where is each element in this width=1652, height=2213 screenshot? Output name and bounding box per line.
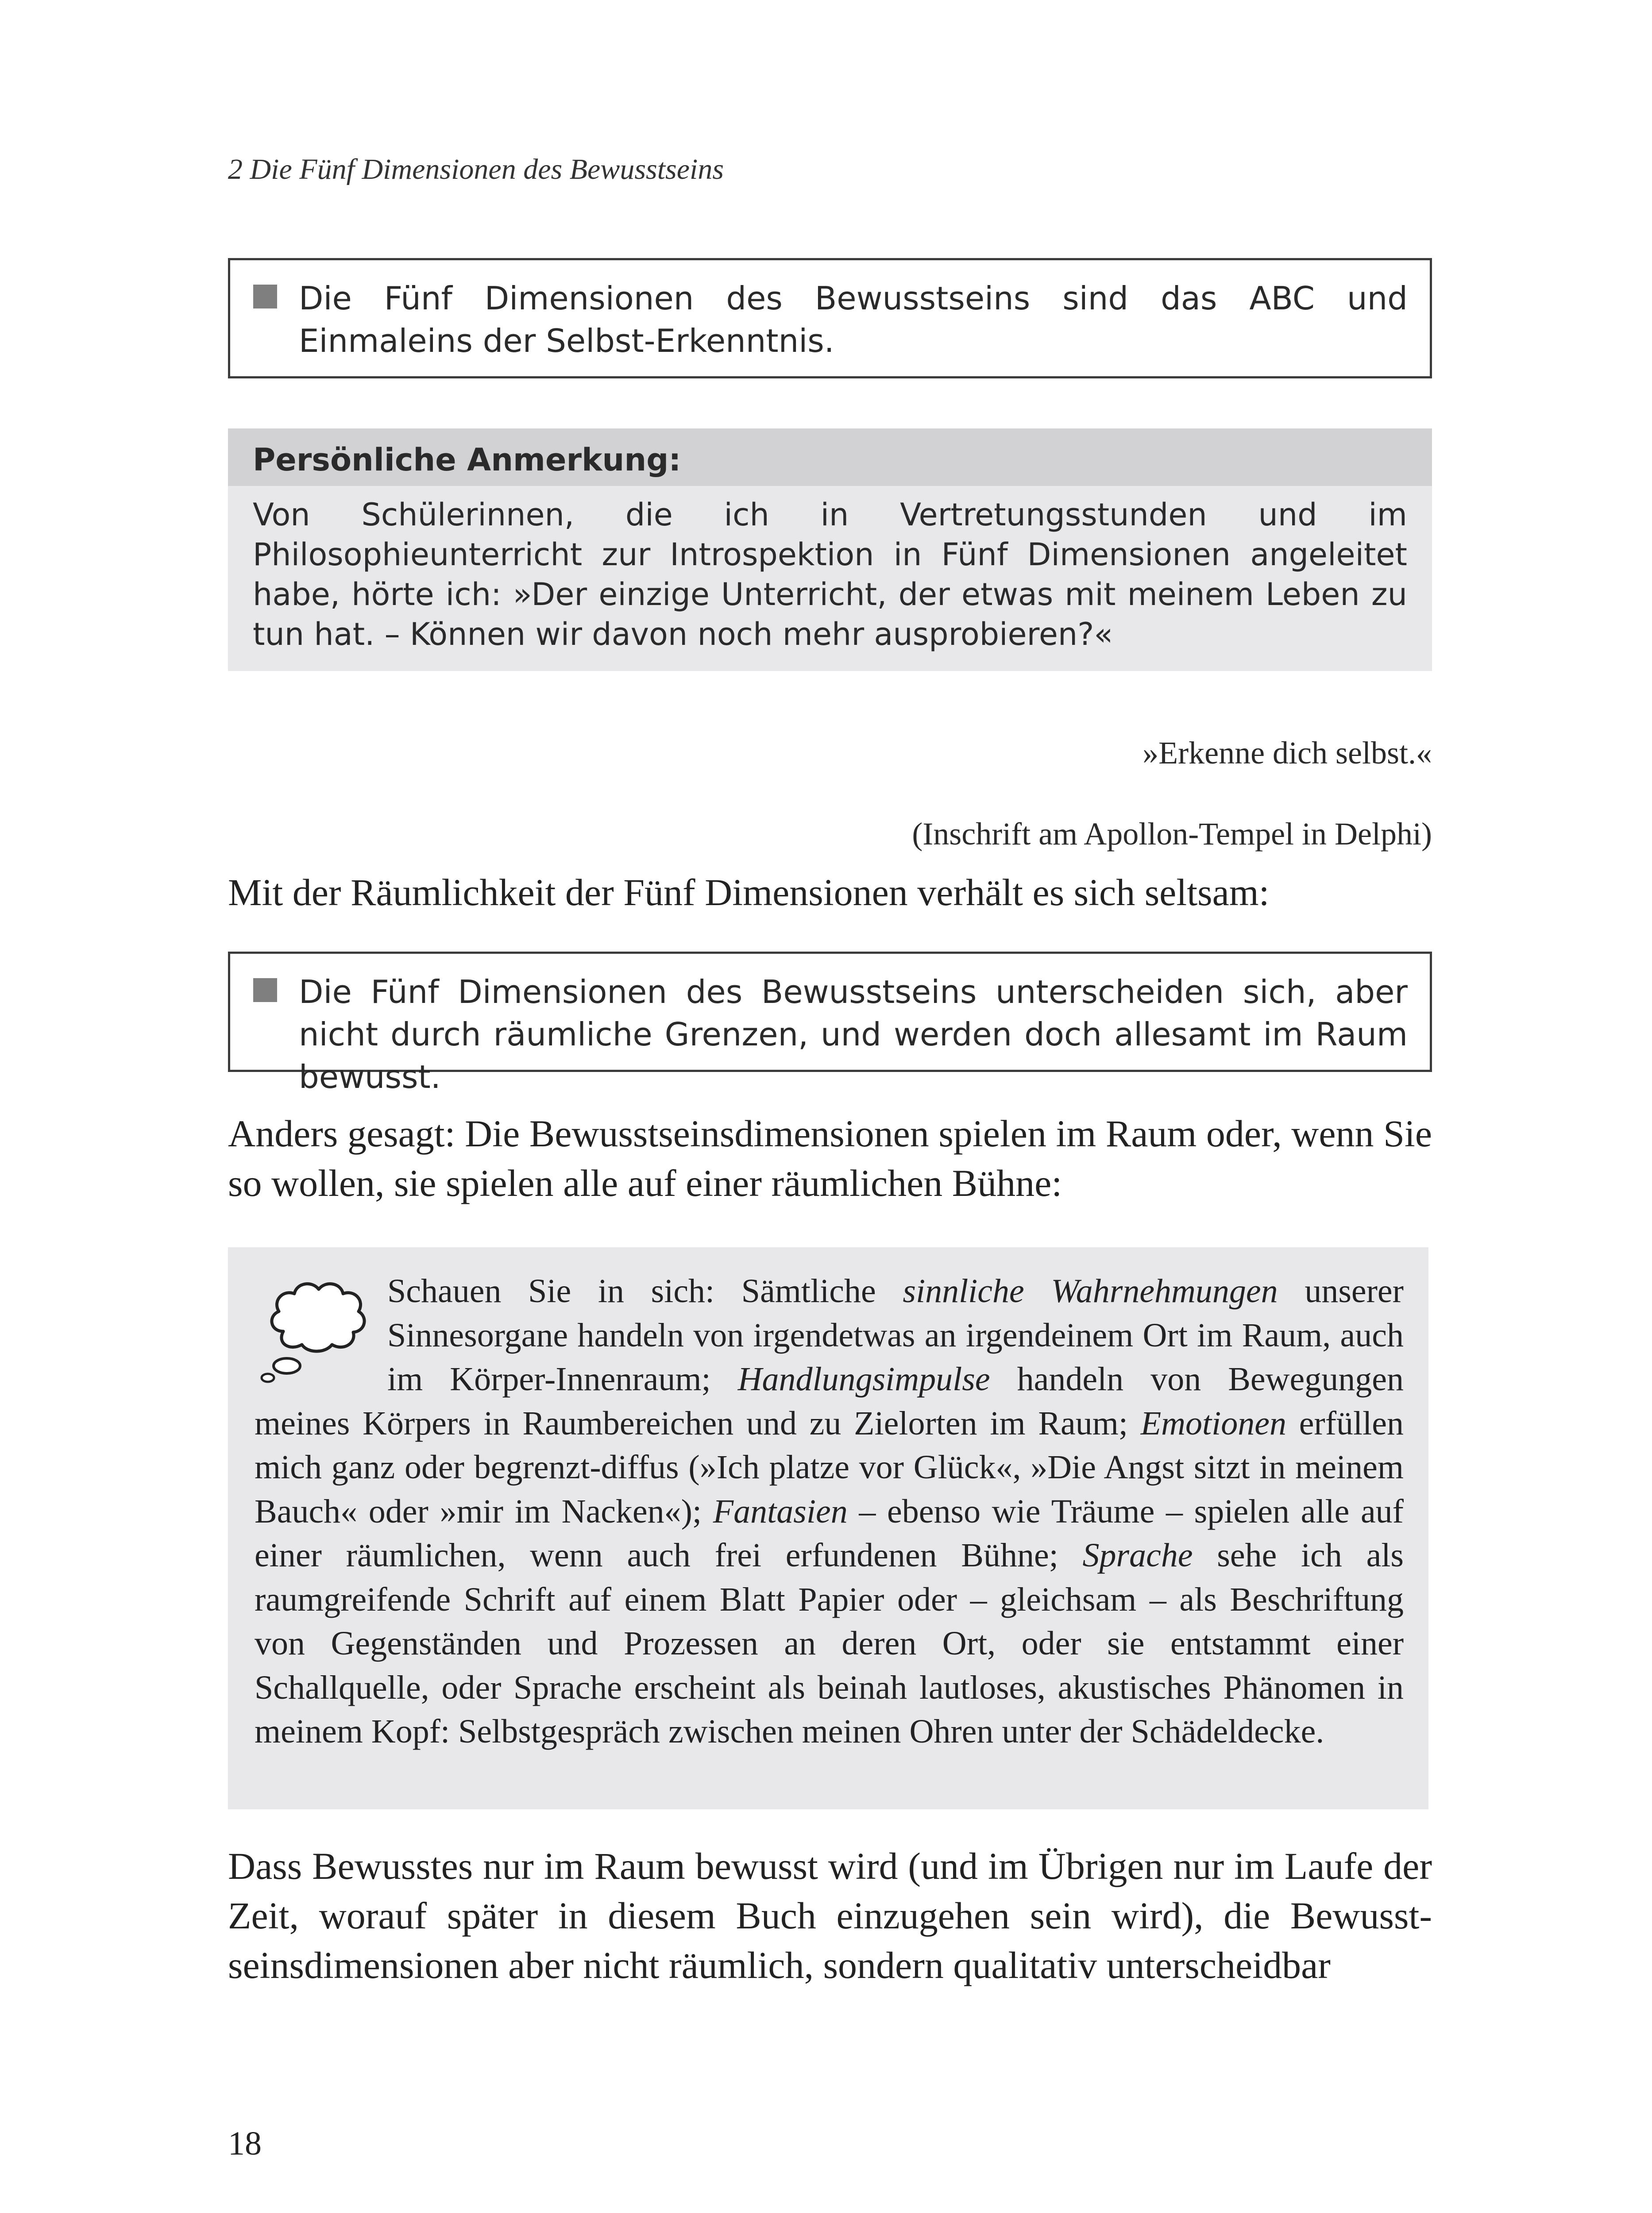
reflection-box	[228, 1247, 1428, 1809]
key-statement-text: Die Fünf Dimensionen des Bewusstseins unterscheiden sich, aber nicht durch räumliche Grenzen, und werden doch allesamt im Raum bewusst.	[299, 973, 1408, 1095]
emphasis-term: Fantasien	[713, 1492, 848, 1530]
reflection-text-run: Schauen Sie in sich: Sämtliche	[387, 1272, 903, 1310]
key-statement-box	[228, 258, 1432, 378]
reflection-text-run: handeln von Bewegungen meines Körpers in Raumbereichen und zu Zielorten im Raum;	[255, 1361, 1404, 1442]
body-paragraph: Dass Bewusstes nur im Raum bewusst wird (und im Übrigen nur im Laufe der Zeit, worauf später in diesem Buch einzugehen sein wird), die Bewusstseinsdimensionen aber nicht räumlich, sondern qualitativ unterscheidbar	[228, 1845, 1432, 1986]
reflection-text-run: erfüllen mich ganz oder begrenzt-diffus (»Ich platze vor Glück«, »Die Angst sitzt in meinem Bauch« oder »mir im Nacken«);	[255, 1404, 1404, 1530]
body-paragraph: Anders gesagt: Die Bewusstseinsdimensionen spielen im Raum oder, wenn Sie so wollen, sie spielen alle auf einer räumlichen Bühne:	[228, 1112, 1432, 1204]
personal-note-body: Von Schülerinnen, die ich in Vertretungsstunden und im Philosophieunterricht zur Introspektion in Fünf Dimensionen angeleitet habe, hörte ich: »Der einzige Unterricht, der etwas mit meinem Leben zu tun hat. – Können wir davon noch mehr ausprobieren?«	[253, 497, 1407, 652]
body-paragraph: Mit der Räumlichkeit der Fünf Dimensionen verhält es sich seltsam:	[228, 871, 1270, 914]
epigraph	[912, 713, 1432, 875]
epigraph-source: (Inschrift am Apollon-Tempel in Delphi)	[912, 816, 1432, 852]
emphasis-term: sinnliche Wahrnehmungen	[903, 1272, 1278, 1310]
running-header: 2 Die Fünf Dimensionen des Bewusstseins	[228, 153, 724, 185]
square-bullet-icon	[253, 285, 277, 308]
page-number: 18	[228, 2125, 262, 2162]
personal-note-box	[228, 428, 1432, 671]
square-bullet-icon	[253, 978, 277, 1002]
key-statement-text: Die Fünf Dimensionen des Bewusstseins sind das ABC und Einmaleins der Selbst-Erkenntnis.	[299, 280, 1408, 359]
reflection-text-run: unserer Sinnesorgane handeln von irgendetwas an irgendeinem Ort im Raum, auch im Körper-Innenraum;	[387, 1272, 1404, 1398]
key-statement-box	[228, 952, 1432, 1095]
reflection-text-run: sehe ich als raumgreifende Schrift auf einem Blatt Papier oder – gleichsam – als Beschriftung von Gegenständen und Prozessen an deren Ort, oder sie entstammt einer Schallquelle, oder Sprache erscheint als beinah lautloses, akustisches Phänomen in meinem Kopf: Selbstgespräch zwischen meinen Ohren unter der Schädeldecke.	[255, 1537, 1404, 1750]
reflection-text	[255, 1269, 1404, 1754]
emphasis-term: Sprache	[1082, 1537, 1193, 1574]
personal-note-heading: Persönliche Anmerkung:	[228, 428, 1432, 486]
emphasis-term: Handlungsimpulse	[737, 1361, 990, 1398]
emphasis-term: Emotionen	[1140, 1404, 1286, 1442]
reflection-text-run: – ebenso wie Träume – spielen alle auf einer räumlichen, wenn auch frei erfundenen Bühne;	[255, 1492, 1404, 1574]
epigraph-quote: »Erkenne dich selbst.«	[1143, 735, 1432, 771]
